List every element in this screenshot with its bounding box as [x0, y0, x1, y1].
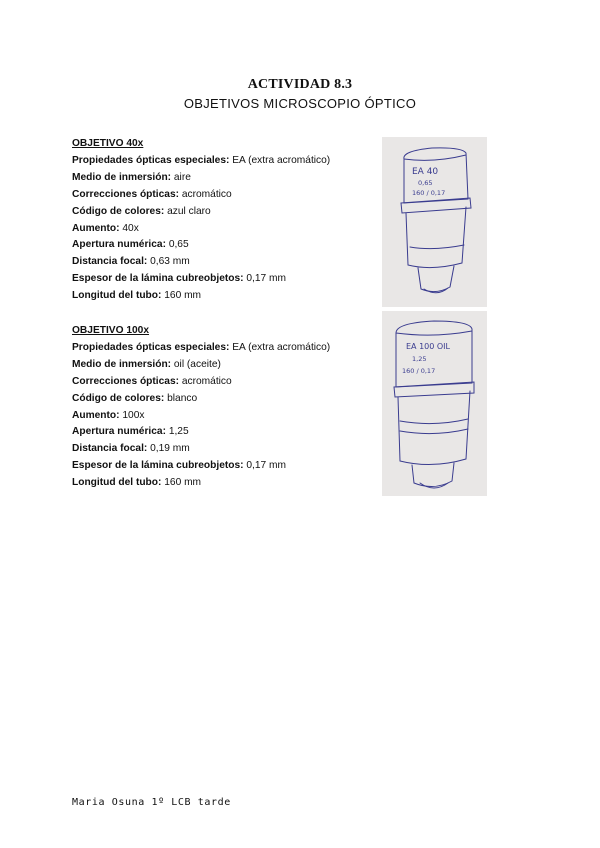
- property-label: Correcciones ópticas:: [72, 188, 180, 200]
- property-value: 1,25: [165, 426, 189, 438]
- property-row: [72, 153, 372, 170]
- property-label: Longitud del tubo:: [72, 290, 162, 302]
- property-row: [72, 340, 372, 357]
- property-row: [72, 271, 372, 288]
- property-row: [72, 441, 372, 458]
- objective-40x-section: [72, 136, 372, 305]
- property-row: [72, 254, 372, 271]
- sketch-label: 160 / 0,17: [402, 367, 436, 375]
- property-value: 0,63 mm: [147, 256, 190, 268]
- property-value: 100x: [119, 409, 145, 421]
- property-value: blanco: [164, 392, 198, 404]
- property-value: acromático: [179, 188, 232, 200]
- property-label: Correcciones ópticas:: [72, 375, 180, 387]
- sketch-label: 1,25: [412, 355, 427, 363]
- property-label: Código de colores:: [72, 392, 165, 404]
- property-row: [72, 374, 372, 391]
- property-label: Espesor de la lámina cubreobjetos:: [72, 460, 244, 472]
- objective-sketch-drawing: [382, 311, 487, 496]
- property-value: 0,65: [165, 239, 189, 251]
- sketch-label: EA 100 OIL: [406, 342, 450, 351]
- sketch-label: EA 40: [412, 167, 439, 177]
- sketch-label: 0,65: [418, 179, 433, 187]
- page-title: ACTIVIDAD 8.3: [247, 77, 353, 92]
- property-value: 160 mm: [161, 477, 202, 489]
- property-value: EA (extra acromático): [229, 154, 331, 166]
- property-value: 0,19 mm: [147, 443, 190, 455]
- property-label: Propiedades ópticas especiales:: [72, 154, 230, 166]
- property-value: EA (extra acromático): [229, 341, 331, 353]
- sketch-label: 160 / 0,17: [412, 189, 446, 197]
- objective-100x-section: [72, 323, 372, 492]
- property-label: Medio de inmersión:: [72, 358, 172, 370]
- property-row: [72, 237, 372, 254]
- property-value: 160 mm: [161, 290, 202, 302]
- objective-40x-sketch: [382, 137, 487, 307]
- property-row: [72, 204, 372, 221]
- property-value: oil (aceite): [171, 358, 221, 370]
- section-heading: OBJETIVO 40x: [72, 138, 144, 149]
- property-value: aire: [171, 171, 191, 183]
- page-subtitle: OBJETIVOS MICROSCOPIO ÓPTICO: [183, 96, 417, 111]
- property-label: Distancia focal:: [72, 256, 148, 268]
- footer-author: Maria Osuna 1º LCB tarde: [72, 797, 231, 808]
- property-label: Espesor de la lámina cubreobjetos:: [72, 273, 244, 285]
- property-value: 40x: [119, 222, 139, 234]
- property-row: [72, 170, 372, 187]
- property-row: [72, 475, 372, 492]
- objective-100x-sketch: [382, 311, 487, 496]
- property-label: Código de colores:: [72, 205, 165, 217]
- objective-sketch-drawing: [382, 137, 487, 307]
- section-heading: OBJETIVO 100x: [72, 325, 150, 336]
- property-row: [72, 391, 372, 408]
- property-label: Apertura numérica:: [72, 426, 166, 438]
- property-row: [72, 221, 372, 238]
- property-value: acromático: [179, 375, 232, 387]
- property-row: [72, 424, 372, 441]
- property-row: [72, 408, 372, 425]
- property-row: [72, 187, 372, 204]
- property-label: Longitud del tubo:: [72, 477, 162, 489]
- property-label: Distancia focal:: [72, 443, 148, 455]
- property-value: azul claro: [164, 205, 211, 217]
- property-row: [72, 357, 372, 374]
- property-label: Aumento:: [72, 222, 120, 234]
- property-label: Aumento:: [72, 409, 120, 421]
- property-row: [72, 288, 372, 305]
- property-label: Apertura numérica:: [72, 239, 166, 251]
- property-label: Medio de inmersión:: [72, 171, 172, 183]
- property-row: [72, 458, 372, 475]
- property-value: 0,17 mm: [243, 460, 287, 472]
- property-value: 0,17 mm: [243, 273, 287, 285]
- property-label: Propiedades ópticas especiales:: [72, 341, 230, 353]
